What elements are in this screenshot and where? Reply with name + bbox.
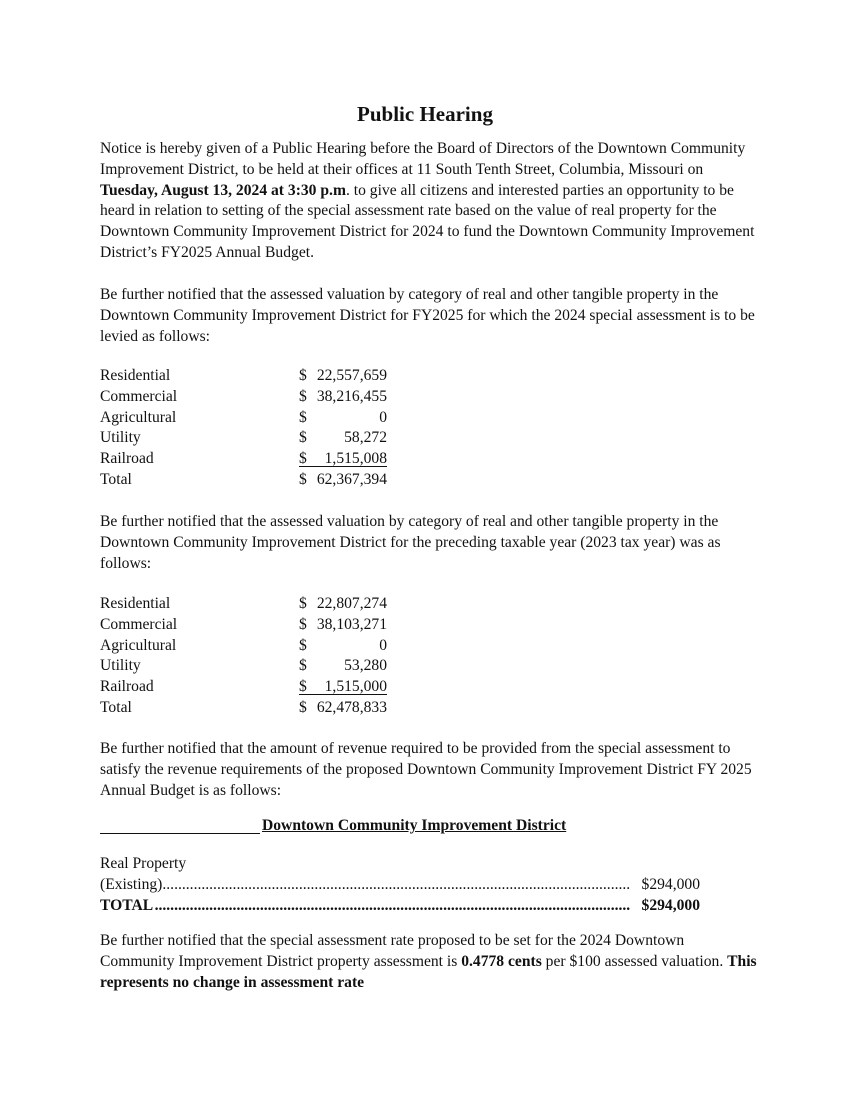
district-heading: Downtown Community Improvement District [262,817,567,834]
real-property-label: Real Property [100,855,187,872]
assessment-rate: 0.4778 cents [461,952,542,970]
page-title: Public Hearing [357,102,493,126]
table-row: Residential $ 22,557,659 [100,367,387,384]
heading-rule [100,833,260,834]
table-row: Commercial $ 38,216,455 [100,387,387,405]
total-row: ..... TOTAL $294,000 [100,896,700,917]
table-row: Railroad $ 1,515,008 [100,450,387,468]
table-row: Commercial $ 38,103,271 [100,615,387,633]
table-row: Agricultural $ 0 [100,408,387,426]
valuation-2025-table [100,366,400,491]
notice-paragraph: Notice is hereby given of a Public Hearing before the Board of Directors of the Downtown Community Improvement District, to be held at their offices at 11 South Tenth Street, Columbia, Missouri on Tuesday, August 13, 2024 at 3:30 p.m. to give all citizens and interested parties an opportunity to be heard in relation to setting of the special assessment rate based on the value of real property for the Downtown Community Improvement District for 2024 to fund the Downtown Community Improvement District’s FY2025 Annual Budget. [100,140,755,261]
revenue-paragraph: Be further notified that the amount of revenue required to be provided from the special assessment to satisfy the revenue requirements of the proposed Downtown Community Improvement District FY 2025 Annual Budget is as follows: [100,740,752,799]
no-change-note: This represents no change in assessment rate [100,952,757,991]
valuation-2023-table [100,594,400,719]
valuation-2025-paragraph: Be further notified that the assessed valuation by category of real and other tangible property in the Downtown Community Improvement District for FY2025 for which the 2024 special assessment is to be levied as follows: [100,286,755,345]
revenue-table [100,854,700,916]
table-row: Total $ 62,478,833 [100,698,387,716]
table-row: Utility $ 58,272 [100,429,387,447]
existing-row: ..... (Existing) $294,000 [100,875,700,896]
rate-paragraph: Be further notified that the special assessment rate proposed to be set for the 2024 Downtown Community Improvement District property assessment is 0.4778 cents per $100 assessed valuation. This represents no change in assessment rate [100,932,757,991]
table-row: Utility $ 53,280 [100,657,387,675]
table-row: Agricultural $ 0 [100,636,387,654]
valuation-2023-paragraph: Be further notified that the assessed valuation by category of real and other tangible property in the Downtown Community Improvement District for the preceding taxable year (2023 tax year) was as follows: [100,513,721,572]
table-row: Total $ 62,367,394 [100,470,387,488]
table-row: Railroad $ 1,515,000 [100,678,387,696]
table-row: Residential $ 22,807,274 [100,595,387,612]
revenue-heading [100,816,590,836]
hearing-date: Tuesday, August 13, 2024 at 3:30 p.m [100,181,346,199]
